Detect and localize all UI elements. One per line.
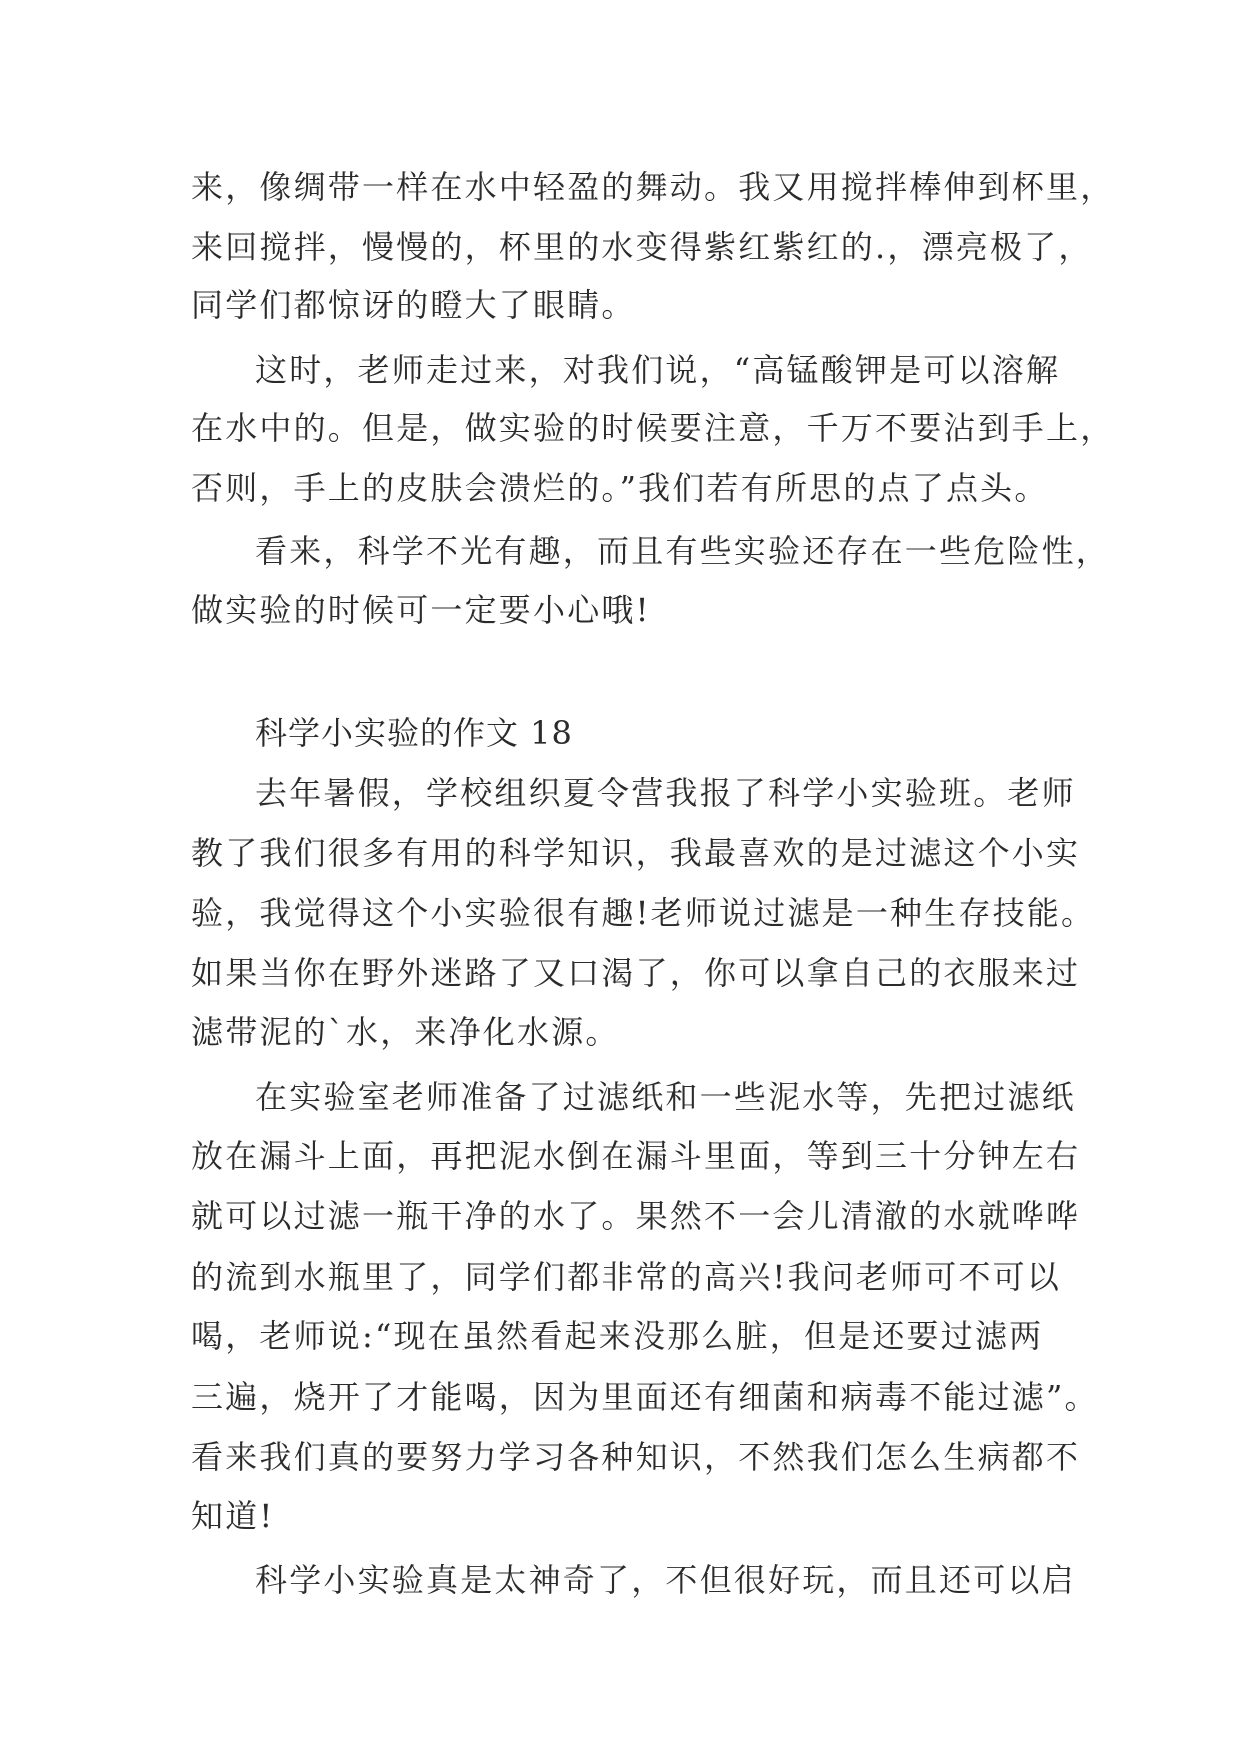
text-line: 教了我们很多有用的科学知识，我最喜欢的是过滤这个小实 <box>191 834 1081 872</box>
text-line: 验，我觉得这个小实验很有趣!老师说过滤是一种生存技能。 <box>191 894 1096 932</box>
text-line: 在实验室老师准备了过滤纸和一些泥水等，先把过滤纸 <box>255 1078 1076 1116</box>
text-line: 这时，老师走过来，对我们说，“高锰酸钾是可以溶解 <box>255 351 1061 389</box>
text-line: 来，像绸带一样在水中轻盈的舞动。我又用搅拌棒伸到杯里， <box>191 168 1115 206</box>
text-line: 如果当你在野外迷路了又口渴了，你可以拿自己的衣服来过 <box>191 954 1081 992</box>
text-line: 的流到水瓶里了，同学们都非常的高兴!我问老师可不可以 <box>191 1258 1062 1296</box>
text-line: 看来，科学不光有趣，而且有些实验还存在一些危险性， <box>255 532 1111 570</box>
text-line: 否则，手上的皮肤会溃烂的。”我们若有所思的点了点头。 <box>191 469 1049 507</box>
text-line: 同学们都惊讶的瞪大了眼睛。 <box>191 286 636 324</box>
text-line: 喝，老师说:“现在虽然看起来没那么脏，但是还要过滤两 <box>191 1317 1044 1355</box>
text-line: 知道! <box>191 1497 275 1535</box>
text-line: 放在漏斗上面，再把泥水倒在漏斗里面，等到三十分钟左右 <box>191 1137 1081 1175</box>
text-line: 做实验的时候可一定要小心哦! <box>191 591 651 629</box>
text-line: 在水中的。但是，做实验的时候要注意，千万不要沾到手上， <box>191 409 1115 447</box>
text-line: 就可以过滤一瓶干净的水了。果然不一会儿清澈的水就哗哗 <box>191 1197 1081 1235</box>
text-line: 看来我们真的要努力学习各种知识，不然我们怎么生病都不 <box>191 1438 1081 1476</box>
text-line: 科学小实验真是太神奇了，不但很好玩，而且还可以启 <box>255 1561 1076 1599</box>
text-line: 三遍，烧开了才能喝，因为里面还有细菌和病毒不能过滤”。 <box>191 1378 1099 1416</box>
text-line: 来回搅拌，慢慢的，杯里的水变得紫红紫红的.，漂亮极了， <box>191 228 1093 266</box>
section-title: 科学小实验的作文 18 <box>255 714 573 752</box>
text-line: 滤带泥的`水，来净化水源。 <box>191 1013 620 1051</box>
text-line: 去年暑假，学校组织夏令营我报了科学小实验班。老师 <box>255 774 1076 812</box>
